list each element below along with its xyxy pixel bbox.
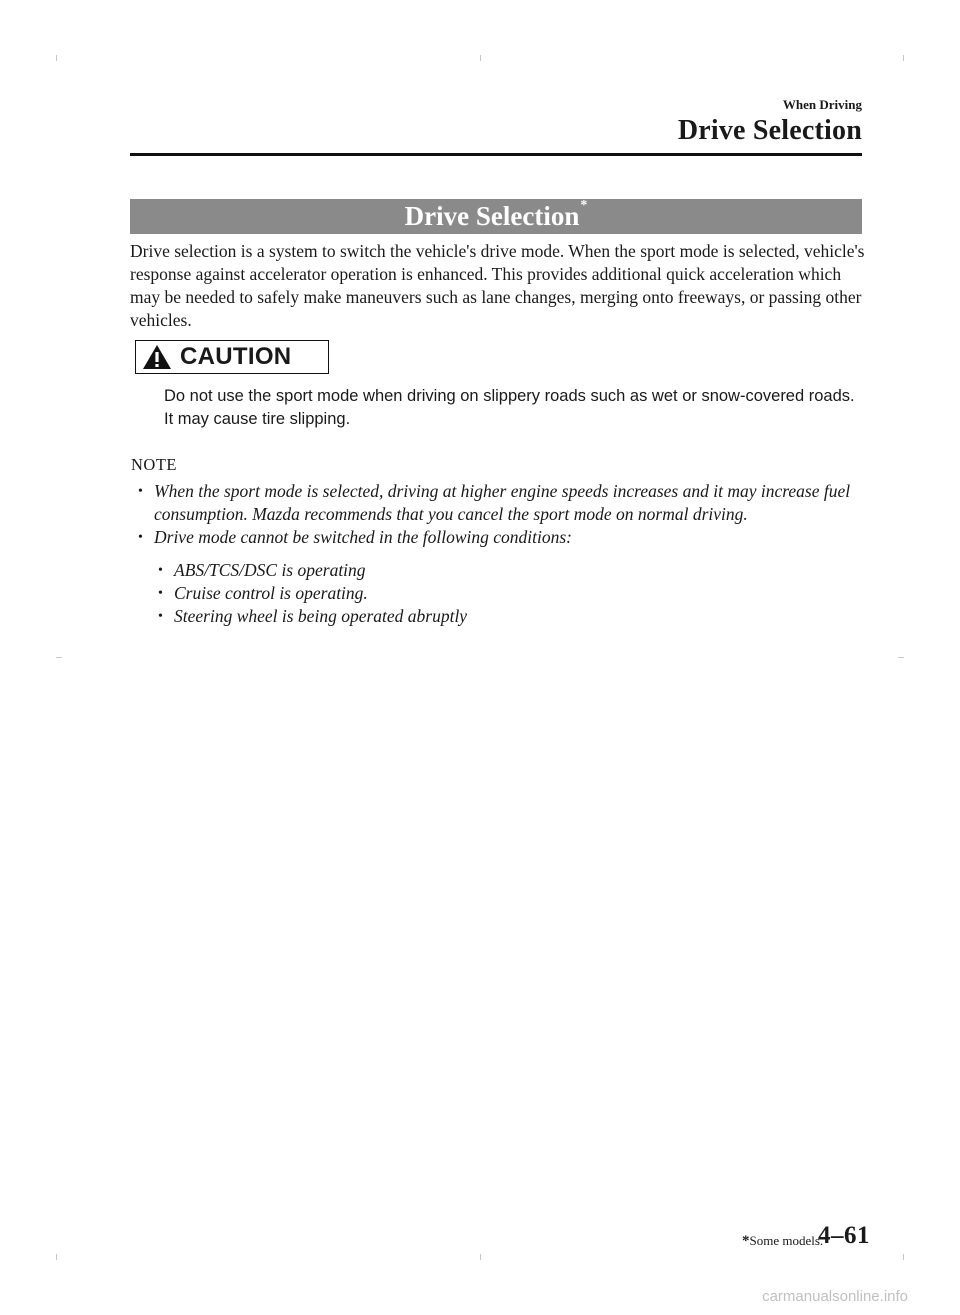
caution-label-box <box>135 340 329 374</box>
page-title <box>130 199 862 234</box>
bullet: • <box>158 586 163 601</box>
footnote-text: Some models. <box>749 1233 824 1248</box>
note-item <box>130 526 865 549</box>
warning-triangle-icon <box>142 344 172 370</box>
crop-mark <box>903 1254 904 1260</box>
header-rule <box>130 153 862 156</box>
crop-mark <box>903 55 904 61</box>
note-item-text: Drive mode cannot be switched in the following conditions: <box>154 527 572 547</box>
note-heading: NOTE <box>131 455 177 474</box>
note-item-text: When the sport mode is selected, driving at higher engine speeds increases and it may increase fuel consumption. Mazda recommends that you cancel the sport mode on normal driving. <box>154 481 851 524</box>
running-head <box>678 97 862 147</box>
page-number: 4–61 <box>818 1222 870 1249</box>
crop-mark <box>898 657 904 658</box>
title-asterisk: * <box>580 198 588 213</box>
crop-mark <box>480 1254 481 1260</box>
chapter-title: When Driving <box>782 97 862 112</box>
section-title: Drive Selection <box>677 115 862 146</box>
bullet: • <box>138 530 143 545</box>
caution-text: Do not use the sport mode when driving on slippery roads such as wet or snow-covered roads. It may cause tire slipping. <box>164 387 855 428</box>
crop-mark <box>56 55 57 61</box>
note-item <box>130 480 865 526</box>
condition-item-text: Steering wheel is being operated abruptly <box>174 606 468 626</box>
crop-mark <box>480 55 481 61</box>
condition-item <box>130 559 865 582</box>
crop-mark <box>56 1254 57 1260</box>
footnote <box>742 1233 823 1250</box>
condition-item <box>130 605 865 628</box>
condition-item-text: ABS/TCS/DSC is operating <box>174 560 366 580</box>
caution-label: CAUTION <box>180 343 292 370</box>
bullet: • <box>138 484 143 499</box>
intro-paragraph: Drive selection is a system to switch the vehicle's drive mode. When the sport mode is selected, vehicle's response against accelerator operation is enhanced. This provides additional quick acceleration which may be needed to safely make maneuvers such as lane changes, merging onto freeways, or passing other vehicles. <box>130 241 865 330</box>
bullet: • <box>158 609 163 624</box>
footnote-asterisk: * <box>742 1233 750 1249</box>
bullet: • <box>158 563 163 578</box>
condition-item <box>130 582 865 605</box>
crop-mark <box>56 657 62 658</box>
note-list <box>130 480 865 628</box>
condition-item-text: Cruise control is operating. <box>174 583 368 603</box>
condition-list <box>130 559 865 628</box>
watermark: carmanualsonline.info <box>762 1288 908 1305</box>
page-title-text: Drive Selection <box>404 201 580 231</box>
